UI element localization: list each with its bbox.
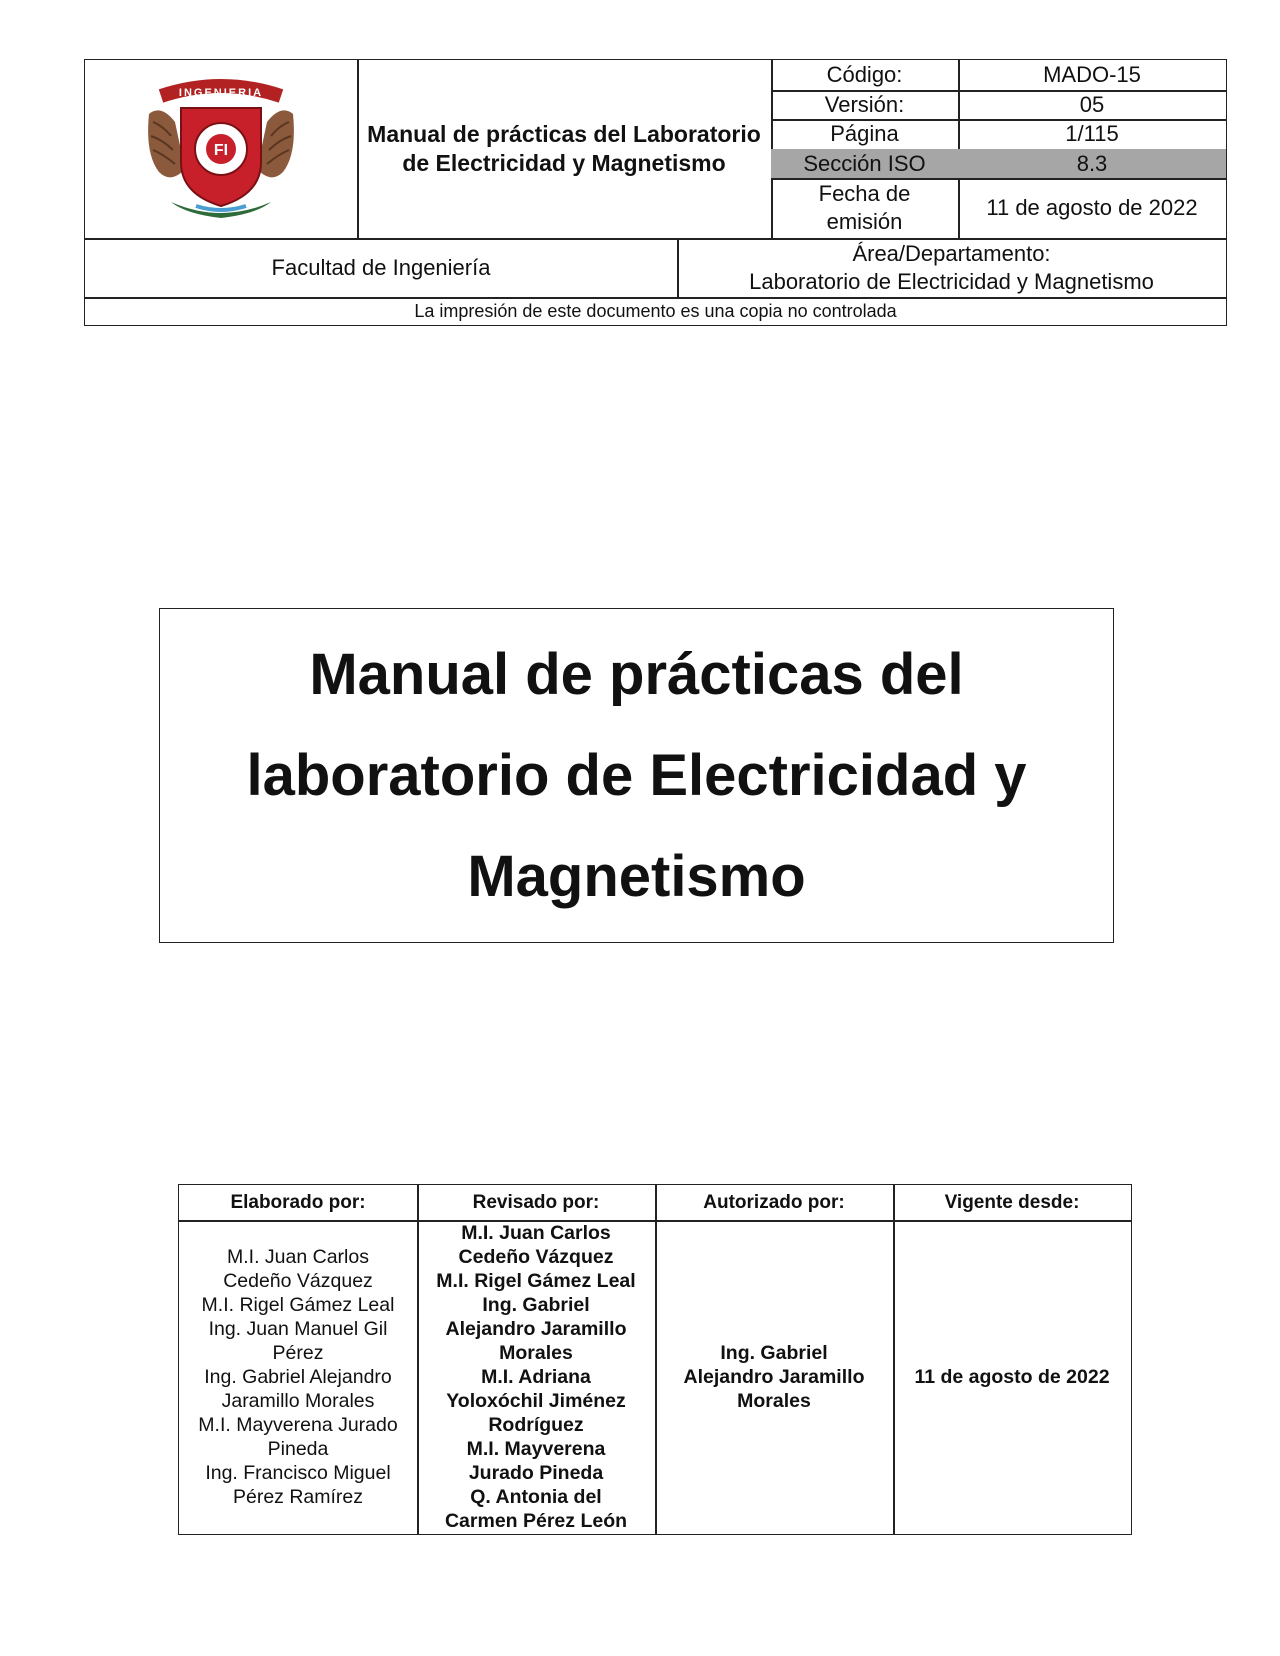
iso-section-label: Sección ISO [771, 149, 958, 178]
approval-table [178, 1184, 1132, 1535]
department-area [677, 238, 1226, 297]
header-title: Manual de prácticas del Laboratorio de Electricidad y Magnetismo [367, 121, 761, 176]
code-value: MADO-15 [1043, 62, 1141, 87]
logo-text: INGENIERIA [178, 87, 264, 99]
autorizado-header: Autorizado por: [703, 1191, 845, 1213]
faculty-name: Facultad de Ingeniería [271, 254, 491, 280]
main-title [187, 624, 1087, 927]
document-header-table [84, 59, 1227, 326]
vigente-date: 11 de agosto de 2022 [914, 1366, 1110, 1388]
revisado-line: Q. Antonia del [470, 1486, 602, 1508]
revisado-line: M.I. Mayverena [466, 1438, 606, 1460]
revisado-line: Jurado Pineda [468, 1462, 604, 1484]
elaborado-line: Cedeño Vázquez [223, 1270, 373, 1292]
version-value: 05 [1079, 91, 1105, 117]
revisado-line: Ing. Gabriel [482, 1294, 590, 1316]
logo-letters: FI [213, 142, 229, 159]
elaborado-line: Ing. Gabriel Alejandro [204, 1366, 392, 1388]
elaborado-line: M.I. Juan Carlos [227, 1246, 369, 1268]
issue-date-value: 11 de agosto de 2022 [986, 195, 1198, 220]
vigente-header: Vigente desde: [944, 1191, 1080, 1213]
revisado-header: Revisado por: [472, 1191, 600, 1213]
main-title-line-2: laboratorio de Electricidad y [246, 743, 1027, 808]
autorizado-line: Alejandro Jaramillo [683, 1366, 865, 1388]
autorizado-line: Ing. Gabriel [720, 1342, 828, 1364]
elaborado-line: M.I. Mayverena Jurado [198, 1414, 398, 1436]
main-title-line-1: Manual de prácticas del [309, 642, 964, 707]
elaborado-line: Pérez [272, 1342, 324, 1364]
area-value: Laboratorio de Electricidad y Magnetismo [749, 268, 1154, 294]
revisado-line: M.I. Adriana [481, 1366, 591, 1388]
elaborado-line: Pérez Ramírez [232, 1486, 364, 1508]
faculty-logo [85, 60, 357, 238]
issue-date-label: Fecha de emisión [818, 181, 911, 234]
elaborado-line: Jaramillo Morales [221, 1390, 375, 1412]
main-title-line-3: Magnetismo [467, 844, 806, 909]
revisado-line: M.I. Rigel Gámez Leal [436, 1270, 636, 1292]
elaborado-line: Pineda [267, 1438, 329, 1460]
revisado-list [417, 1220, 655, 1534]
elaborado-list [179, 1220, 417, 1534]
revisado-line: Rodríguez [488, 1414, 584, 1436]
revisado-line: Yoloxóchil Jiménez [446, 1390, 626, 1412]
page-value: 1/115 [1065, 121, 1119, 146]
autorizado-list [655, 1220, 893, 1534]
code-label: Código: [826, 62, 903, 87]
autorizado-line: Morales [737, 1390, 811, 1412]
version-label: Versión: [824, 91, 905, 117]
elaborado-header: Elaborado por: [230, 1191, 366, 1213]
page-label: Página [830, 121, 899, 146]
elaborado-line: Ing. Francisco Miguel [205, 1462, 391, 1484]
revisado-line: M.I. Juan Carlos [461, 1222, 611, 1244]
elaborado-line: M.I. Rigel Gámez Leal [201, 1294, 395, 1316]
elaborado-line: Ing. Juan Manuel Gil [208, 1318, 388, 1340]
fi-shield-icon [141, 74, 301, 224]
iso-section-value: 8.3 [958, 149, 1226, 178]
uncontrolled-copy-note: La impresión de este documento es una copia no controlada [414, 300, 897, 321]
revisado-line: Morales [499, 1342, 573, 1364]
area-label: Área/Departamento: [852, 240, 1051, 266]
revisado-line: Cedeño Vázquez [458, 1246, 614, 1268]
revisado-line: Carmen Pérez León [444, 1510, 628, 1532]
revisado-line: Alejandro Jaramillo [445, 1318, 627, 1340]
main-title-box [159, 608, 1114, 943]
